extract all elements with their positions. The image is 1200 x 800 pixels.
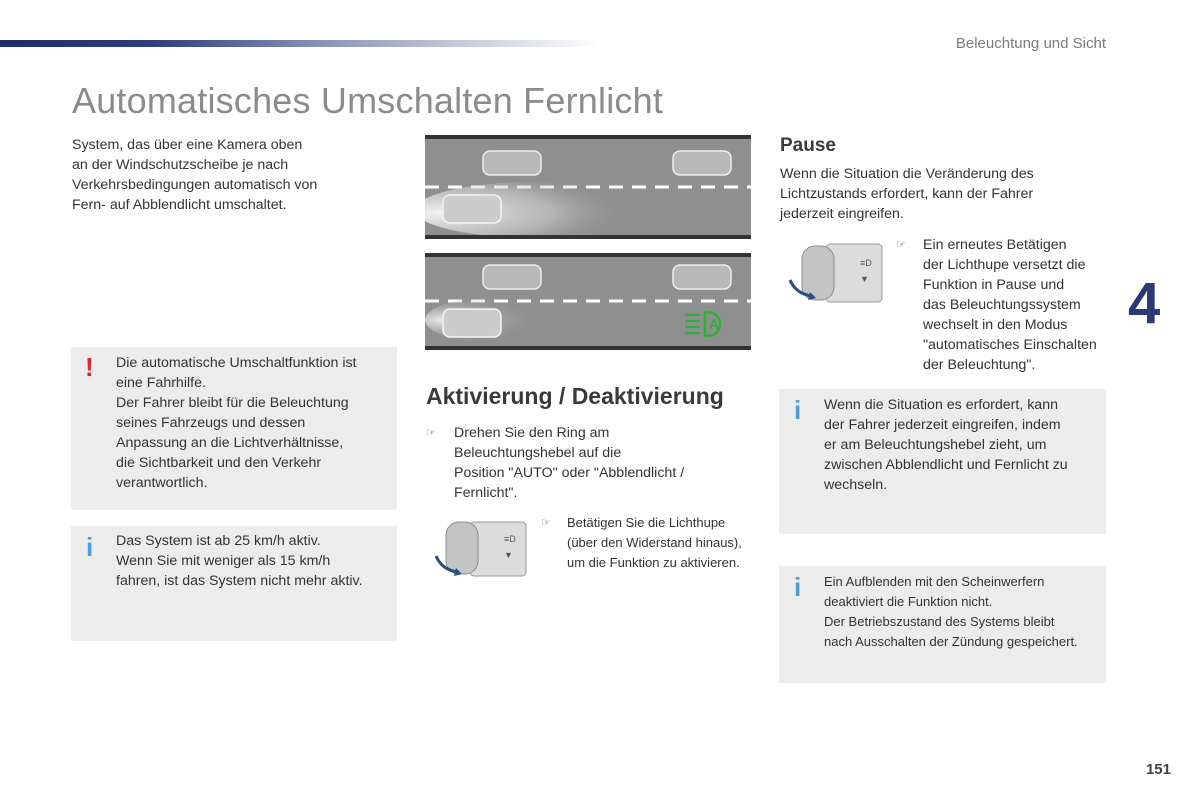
activation-step-1 — [426, 423, 726, 505]
pause-note-text — [824, 395, 1102, 495]
section-label: Beleuchtung und Sicht — [955, 35, 1106, 52]
road-traffic-illustration — [425, 135, 751, 352]
lever-ring — [802, 246, 834, 300]
speed-info-note — [71, 526, 397, 641]
lever-symbol: ▼ — [860, 274, 869, 284]
pause-step — [896, 235, 1110, 377]
light-lever-illustration — [430, 518, 530, 578]
text-line: Ein erneutes Betätigen — [923, 237, 1067, 253]
lever-svg — [786, 240, 886, 304]
note-line: Wenn Sie mit weniger als 15 km/h — [116, 553, 331, 569]
text-line: Fernlicht". — [454, 485, 518, 501]
pointing-hand-icon: ☞ — [896, 239, 906, 251]
lever-symbol: ▼ — [504, 550, 513, 560]
note-line: fahren, ist das System nicht mehr aktiv. — [116, 573, 363, 589]
note-line: eine Fahrhilfe. — [116, 375, 206, 391]
text-line: Position "AUTO" oder "Abblendlicht / — [454, 465, 685, 481]
road-bottom-edge — [425, 253, 751, 257]
lever-ring — [446, 522, 478, 574]
pointing-hand-icon: ☞ — [541, 517, 551, 529]
text-line: jederzeit eingreifen. — [780, 206, 904, 222]
pause-heading: Pause — [780, 135, 836, 156]
text-line: Betätigen Sie die Lichthupe — [567, 515, 726, 530]
text-line: (über den Widerstand hinaus), — [567, 535, 742, 550]
activation-step-2-text — [567, 513, 742, 573]
pointing-hand-icon: ☞ — [426, 427, 436, 439]
headlamp-info-note — [779, 566, 1106, 683]
warning-note-text — [116, 353, 391, 493]
warning-note — [71, 347, 397, 510]
note-line: verantwortlich. — [116, 475, 208, 491]
road-top-edge — [425, 135, 751, 139]
note-line: zwischen Abblendlicht und Fernlicht zu — [824, 457, 1068, 473]
intro-line: Fern- auf Abblendlicht umschaltet. — [72, 197, 287, 213]
text-line: Lichtzustands erfordert, kann der Fahrer — [780, 186, 1034, 202]
pause-info-note — [779, 389, 1106, 534]
text-line: Beleuchtungshebel auf die — [454, 445, 622, 461]
text-line: wechselt in den Modus — [923, 317, 1068, 333]
road-top-edge — [425, 235, 751, 239]
text-line: der Lichthupe versetzt die — [923, 257, 1086, 273]
intro-paragraph — [72, 135, 362, 215]
note-line: deaktiviert die Funktion nicht. — [824, 594, 993, 609]
chapter-number: 4 — [1128, 271, 1161, 336]
speed-note-text — [116, 531, 391, 591]
lever-symbol: ≡D — [504, 534, 516, 544]
intro-line: System, das über eine Kamera oben — [72, 137, 303, 153]
lever-symbol: ≡D — [860, 258, 872, 268]
note-line: wechseln. — [824, 477, 888, 493]
intro-line: Verkehrsbedingungen automatisch von — [72, 177, 318, 193]
note-line: Der Betriebszustand des Systems bleibt — [824, 614, 1055, 629]
text-line: Wenn die Situation die Veränderung des — [780, 166, 1034, 182]
own-car — [443, 195, 501, 223]
info-icon: i — [794, 572, 802, 602]
activation-step-2 — [541, 513, 756, 575]
note-line: er am Beleuchtungshebel zieht, um — [824, 437, 1047, 453]
note-line: Anpassung an die Lichtverhältnisse, — [116, 435, 344, 451]
note-line: der Fahrer jederzeit eingreifen, indem — [824, 417, 1061, 433]
note-line: Wenn die Situation es erfordert, kann — [824, 397, 1058, 413]
info-icon: i — [86, 532, 94, 562]
lever-svg — [430, 518, 530, 578]
page-number: 151 — [1145, 761, 1171, 778]
note-line: Der Fahrer bleibt für die Beleuchtung — [116, 395, 349, 411]
info-icon: i — [794, 395, 802, 425]
pause-step-text — [923, 235, 1097, 375]
note-line: Ein Aufblenden mit den Scheinwerfern — [824, 574, 1045, 589]
oncoming-car — [483, 151, 541, 175]
note-line: nach Ausschalten der Zündung gespeichert. — [824, 634, 1078, 649]
page-title: Automatisches Umschalten Fernlicht — [72, 80, 664, 121]
oncoming-car — [673, 151, 731, 175]
oncoming-car — [483, 265, 541, 289]
road-bottom-edge — [425, 346, 751, 350]
text-line: Drehen Sie den Ring am — [454, 425, 610, 441]
svg-text:A: A — [709, 316, 720, 332]
pause-intro — [780, 164, 1090, 224]
light-lever-illustration — [786, 240, 886, 304]
headlamp-note-text — [824, 572, 1104, 652]
oncoming-car — [673, 265, 731, 289]
header-color-bar — [0, 40, 600, 47]
activation-step-1-text — [454, 423, 684, 503]
text-line: "automatisches Einschalten — [923, 337, 1097, 353]
text-line: das Beleuchtungssystem — [923, 297, 1081, 313]
note-line: Das System ist ab 25 km/h aktiv. — [116, 533, 321, 549]
note-line: Die automatische Umschaltfunktion ist — [116, 355, 357, 371]
own-car — [443, 309, 501, 337]
activation-heading: Aktivierung / Deaktivierung — [426, 383, 724, 409]
note-line: die Sichtbarkeit und den Verkehr — [116, 455, 322, 471]
intro-line: an der Windschutzscheibe je nach — [72, 157, 289, 173]
text-line: um die Funktion zu aktivieren. — [567, 555, 740, 570]
panel-divider — [425, 239, 751, 253]
text-line: Funktion in Pause und — [923, 277, 1065, 293]
exclamation-icon: ! — [85, 352, 94, 382]
road-scene-svg — [425, 135, 751, 352]
text-line: der Beleuchtung". — [923, 357, 1036, 373]
note-line: seines Fahrzeugs und dessen — [116, 415, 306, 431]
